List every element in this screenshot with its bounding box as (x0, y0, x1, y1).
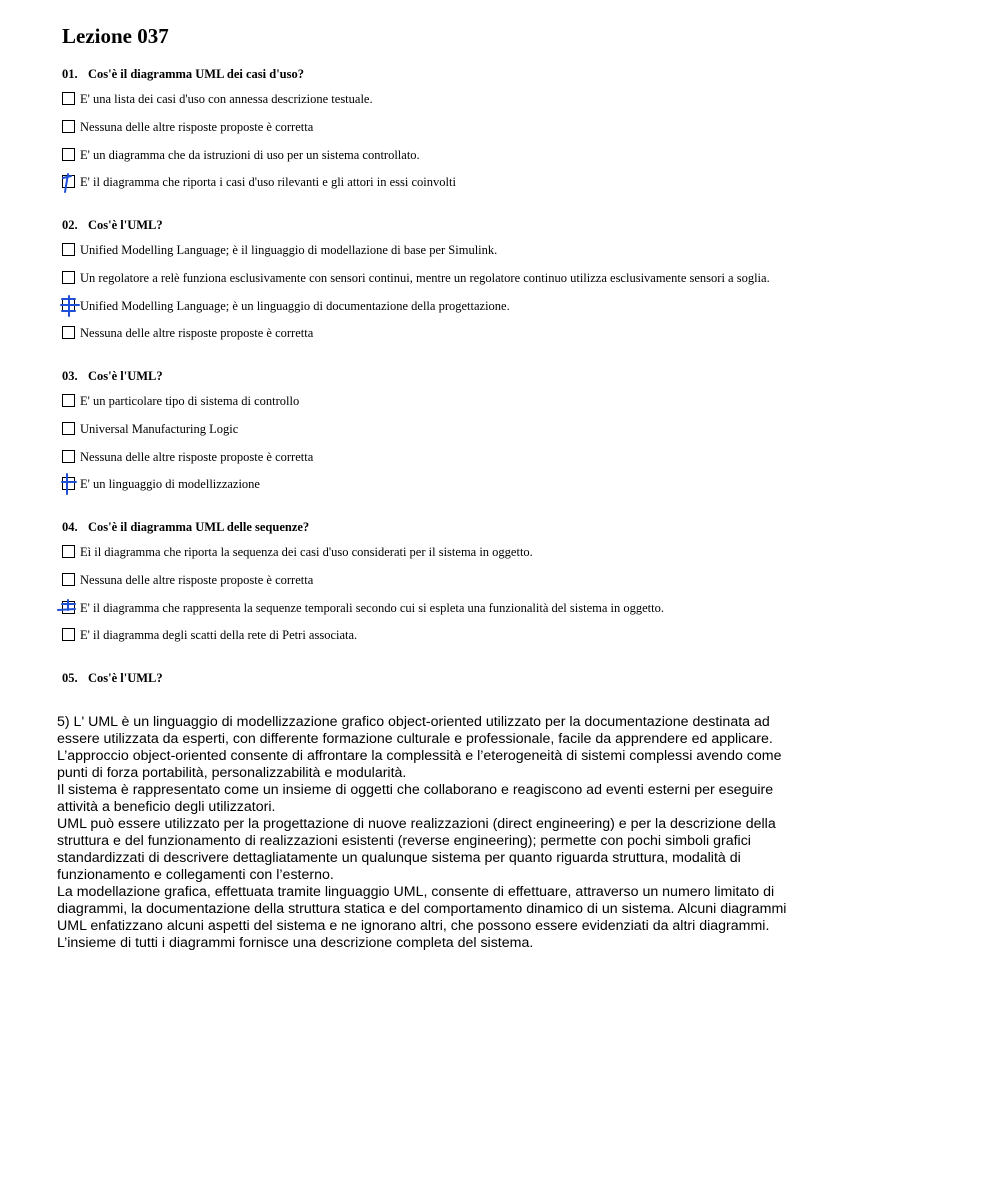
option-text: E' un particolare tipo di sistema di controllo (80, 394, 300, 408)
answer-checkbox[interactable] (62, 326, 75, 339)
question-heading (62, 670, 163, 686)
question-number: 02. (62, 218, 78, 232)
answer-checkbox[interactable] (62, 175, 75, 188)
option-text: Nessuna delle altre risposte proposte è corretta (80, 326, 314, 340)
answer-checkbox[interactable] (62, 299, 75, 312)
option-text: Unified Modelling Language; è il linguaggio di modellazione di base per Simulink. (80, 243, 498, 257)
option-text: Unified Modelling Language; è un linguaggio di documentazione della progettazione. (80, 299, 510, 313)
answer-checkbox[interactable] (62, 477, 75, 490)
option-text: E' un linguaggio di modellizzazione (80, 477, 260, 491)
option-text: E' il diagramma degli scatti della rete di Petri associata. (80, 628, 358, 642)
question-number: 01. (62, 67, 78, 81)
answer-checkbox[interactable] (62, 271, 75, 284)
answer-text-block (57, 714, 787, 952)
question-text: Cos'è il diagramma UML dei casi d'uso? (88, 67, 304, 81)
question-heading (62, 519, 309, 535)
answer-paragraph: Il sistema è rappresentato come un insieme di oggetti che collaborano e reagiscono ad eventi esterni per eseguire attività a beneficio degli utilizzatori. (57, 782, 774, 815)
question-text: Cos'è l'UML? (88, 369, 163, 383)
question-heading (62, 217, 163, 233)
answer-checkbox[interactable] (62, 394, 75, 407)
option-text: E' il diagramma che riporta i casi d'uso rilevanti e gli attori in essi coinvolti (80, 175, 456, 189)
answer-checkbox[interactable] (62, 628, 75, 641)
option-text: Eì il diagramma che riporta la sequenza dei casi d'uso considerati per il sistema in oggetto. (80, 545, 533, 559)
option-text: Nessuna delle altre risposte proposte è corretta (80, 450, 314, 464)
answer-checkbox[interactable] (62, 120, 75, 133)
answer-checkbox[interactable] (62, 573, 75, 586)
answer-paragraph: 5) L' UML è un linguaggio di modellizzazione grafico object-oriented utilizzato per la documentazione destinata ad essere utilizzata da esperti, con differente formazione culturale e professionale, facile da apprendere ed applicare. (57, 714, 773, 747)
answer-paragraph: L’approccio object-oriented consente di affrontare la complessità e l’eterogeneità di sistemi complessi avendo come punti di forza portabilità, personalizzabilità e modularità. (57, 748, 782, 781)
question-number: 03. (62, 369, 78, 383)
answer-checkbox[interactable] (62, 601, 75, 614)
question-text: Cos'è l'UML? (88, 671, 163, 685)
option-text: Un regolatore a relè funziona esclusivamente con sensori continui, mentre un regolatore continuo utilizza esclusivamente sensori a soglia. (80, 271, 770, 285)
question-heading (62, 368, 163, 384)
answer-checkbox[interactable] (62, 148, 75, 161)
option-text: Nessuna delle altre risposte proposte è corretta (80, 120, 314, 134)
option-text: E' un diagramma che da istruzioni di uso per un sistema controllato. (80, 148, 420, 162)
question-heading (62, 66, 304, 82)
option-text: Universal Manufacturing Logic (80, 422, 239, 436)
answer-checkbox[interactable] (62, 92, 75, 105)
question-text: Cos'è il diagramma UML delle sequenze? (88, 520, 310, 534)
option-text: E' il diagramma che rappresenta la sequenze temporali secondo cui si espleta una funzionalità del sistema in oggetto. (80, 601, 664, 615)
lesson-title: Lezione 037 (62, 24, 169, 48)
question-number: 05. (62, 671, 78, 685)
answer-paragraph: UML può essere utilizzato per la progettazione di nuove realizzazioni (direct engineering) e per la descrizione della struttura e del funzionamento di realizzazioni esistenti (reverse engineering); permette con pochi simboli grafici standardizzati di descrivere dettagliatamente un qualunque sistema per quanto riguarda struttura, modalità di funzionamento e collegamenti con l’esterno. (57, 816, 776, 883)
option-text: Nessuna delle altre risposte proposte è corretta (80, 573, 314, 587)
answer-checkbox[interactable] (62, 545, 75, 558)
question-number: 04. (62, 520, 78, 534)
question-text: Cos'è l'UML? (88, 218, 163, 232)
answer-paragraph: La modellazione grafica, effettuata tramite linguaggio UML, consente di effettuare, attraverso un numero limitato di diagrammi, la documentazione della struttura statica e del comportamento dinamico di un sistema. Alcuni diagrammi UML enfatizzano alcuni aspetti del sistema e ne ignorano altri, che possono essere evidenziati da altri diagrammi. L’insieme di tutti i diagrammi fornisce una descrizione completa del sistema. (57, 884, 787, 951)
option-text: E' una lista dei casi d'uso con annessa descrizione testuale. (80, 92, 373, 106)
answer-checkbox[interactable] (62, 243, 75, 256)
answer-checkbox[interactable] (62, 450, 75, 463)
answer-checkbox[interactable] (62, 422, 75, 435)
